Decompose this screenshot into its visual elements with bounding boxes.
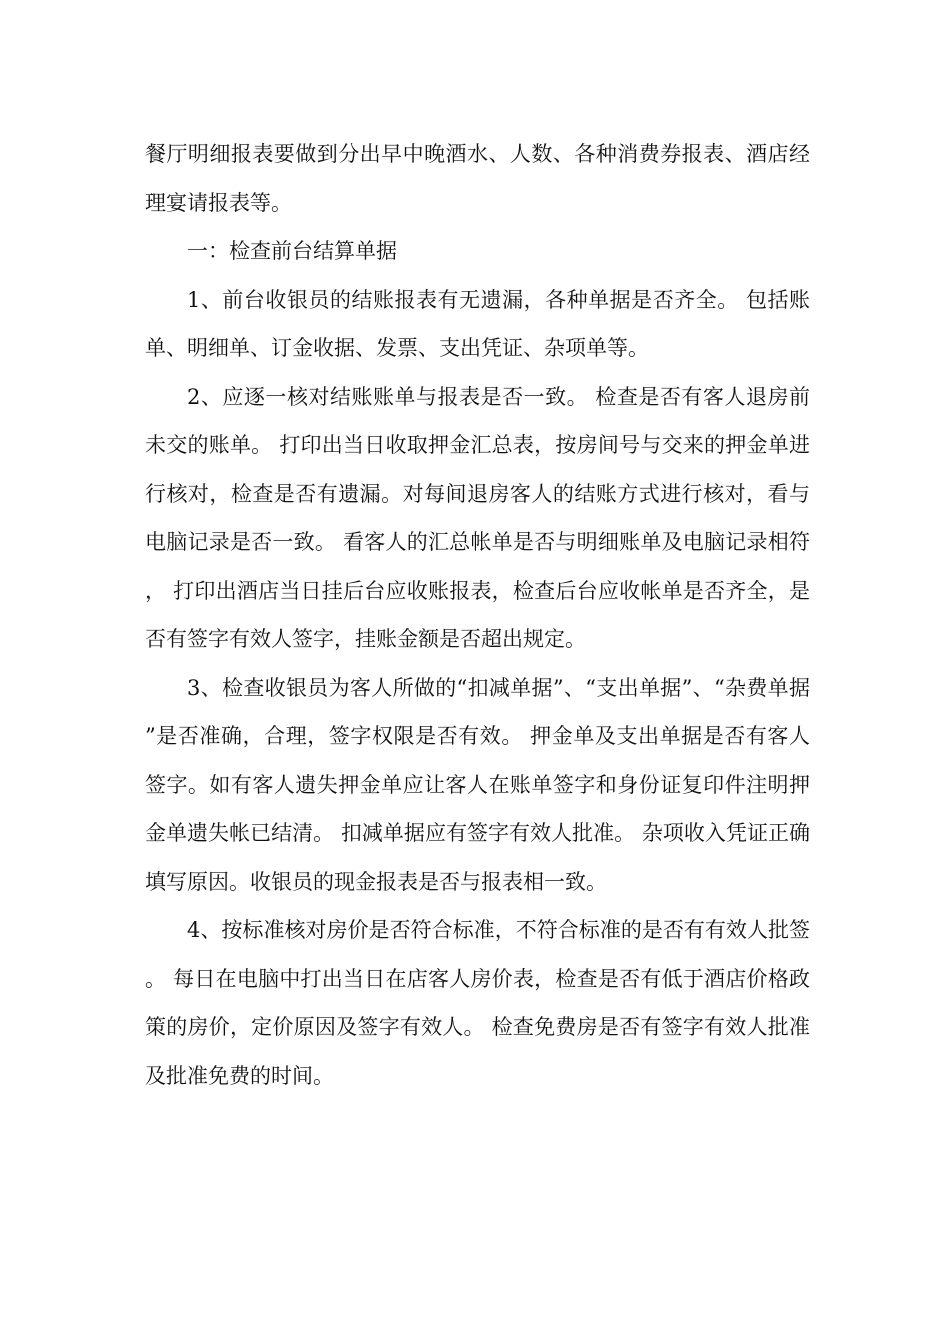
section-heading-front-desk-check: 一：检查前台结算单据 bbox=[187, 239, 397, 263]
paragraph-item-4: 4、按标准核对房价是否符合标准，不符合标准的是否有有效人批签。 每日在电脑中打出当日在店客人房价表，检查是否有低于酒店价格政策的房价，定价原因及签字有效人。 检查免费房是否有签字有效人批准及批准免费的时间。 bbox=[145, 918, 810, 1088]
paragraph-item-1: 1、前台收银员的结账报表有无遗漏，各种单据是否齐全。 包括账单、明细单、订金收据、发票、支出凭证、杂项单等。 bbox=[145, 287, 810, 360]
paragraph-item-2: 2、应逐一核对结账账单与报表是否一致。 检查是否有客人退房前未交的账单。 打印出当日收取押金汇总表，按房间号与交来的押金单进行核对，检查是否有遗漏。对每间退房客人的结账方式进行核对，看与电脑记录是否一致。 看客人的汇总帐单是否与明细账单及电脑记录相符， 打印出酒店当日挂后台应收账报表，检查后台应收帐单是否齐全，是否有签字有效人签字，挂账金额是否超出规定。 bbox=[145, 384, 810, 651]
document-body bbox=[145, 130, 810, 1100]
paragraph-restaurant-report: 餐厅明细报表要做到分出早中晚酒水、人数、各种消费券报表、酒店经理宴请报表等。 bbox=[145, 142, 810, 215]
paragraph-item-3: 3、检查收银员为客人所做的“扣减单据”、“支出单据”、“杂费单据”是否准确，合理，签字权限是否有效。 押金单及支出单据是否有客人签字。如有客人遗失押金单应让客人在账单签字和身份证复印件注明押金单遗失帐已结清。 扣减单据应有签字有效人批准。 杂项收入凭证正确填写原因。收银员的现金报表是否与报表相一致。 bbox=[145, 675, 810, 894]
